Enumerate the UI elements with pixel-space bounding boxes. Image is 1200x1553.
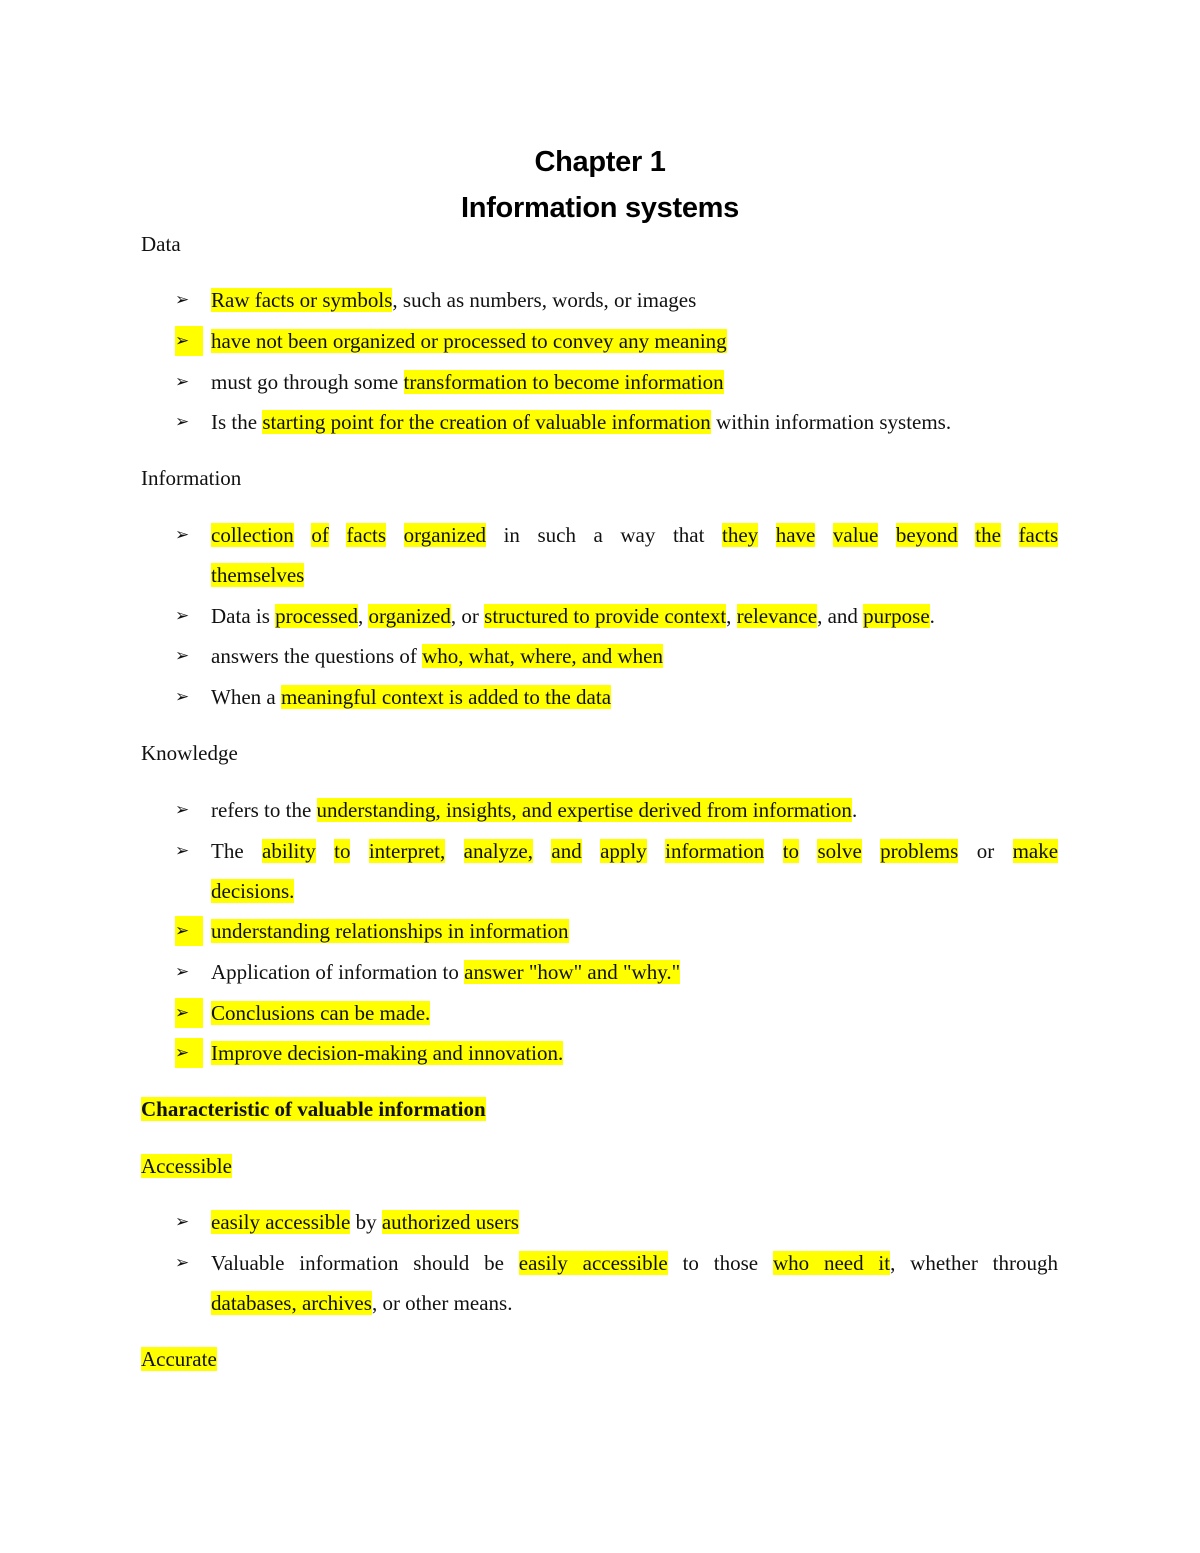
heading-data: Data [141,232,181,256]
arrowhead-bullet-icon: ➢ [175,326,203,356]
chapter-subtitle: Information systems [461,192,739,224]
arrowhead-bullet-icon: ➢ [175,998,203,1028]
arrowhead-bullet-icon: ➢ [175,916,203,946]
chapter-title: Chapter 1 [534,146,666,178]
arrowhead-bullet-icon: ➢ [175,646,190,666]
arrowhead-bullet-icon: ➢ [175,1212,190,1232]
arrowhead-bullet-icon: ➢ [175,1253,190,1273]
arrowhead-bullet-icon: ➢ [175,606,190,626]
heading-knowledge: Knowledge [141,741,238,765]
arrowhead-bullet-icon: ➢ [175,962,190,982]
arrowhead-bullet-icon: ➢ [175,1038,203,1068]
heading-information: Information [141,466,242,490]
arrowhead-bullet-icon: ➢ [175,525,190,545]
arrowhead-bullet-icon: ➢ [175,412,190,432]
heading-accurate: Accurate [141,1347,217,1371]
document-page: Chapter 1 Information systems Data ➢ Raw facts or symbols, such as numbers, words, or images ➢ have not been organized or processed to convey any meaning ➢ must go through some transformation to become information ➢ Is the starting point for the creation of valuable information within information systems. Information ➢ collection of facts organized in such a way that they have value beyond the facts themselves ➢ Data is processed, organized, or structured to provide context, relevance, and purpose. ➢ answers the questions of who, what, where, and when ➢ When a meaningful context is added to the data Knowledge ➢ refers to the understanding, insights, and expertise derived from information. ➢ The ability to interpret, analyze, and apply information to solve problems or make decisions. ➢ understanding relationships in information ➢ Application of information to answer "how" and "why." ➢ Conclusions can be made. ➢ Improve decision-making and innovation. Characteristic of valuable information Accessible ➢ easily accessible by authorized users ➢ Valuable information should be easily accessible to those who need it, whether through databases, archives, or other means. Accurate [0,0,1200,1553]
arrowhead-bullet-icon: ➢ [175,841,190,861]
heading-accessible: Accessible [141,1154,232,1178]
heading-characteristic: Characteristic of valuable information [141,1097,486,1121]
arrowhead-bullet-icon: ➢ [175,372,190,392]
arrowhead-bullet-icon: ➢ [175,290,190,310]
arrowhead-bullet-icon: ➢ [175,687,190,707]
arrowhead-bullet-icon: ➢ [175,800,190,820]
